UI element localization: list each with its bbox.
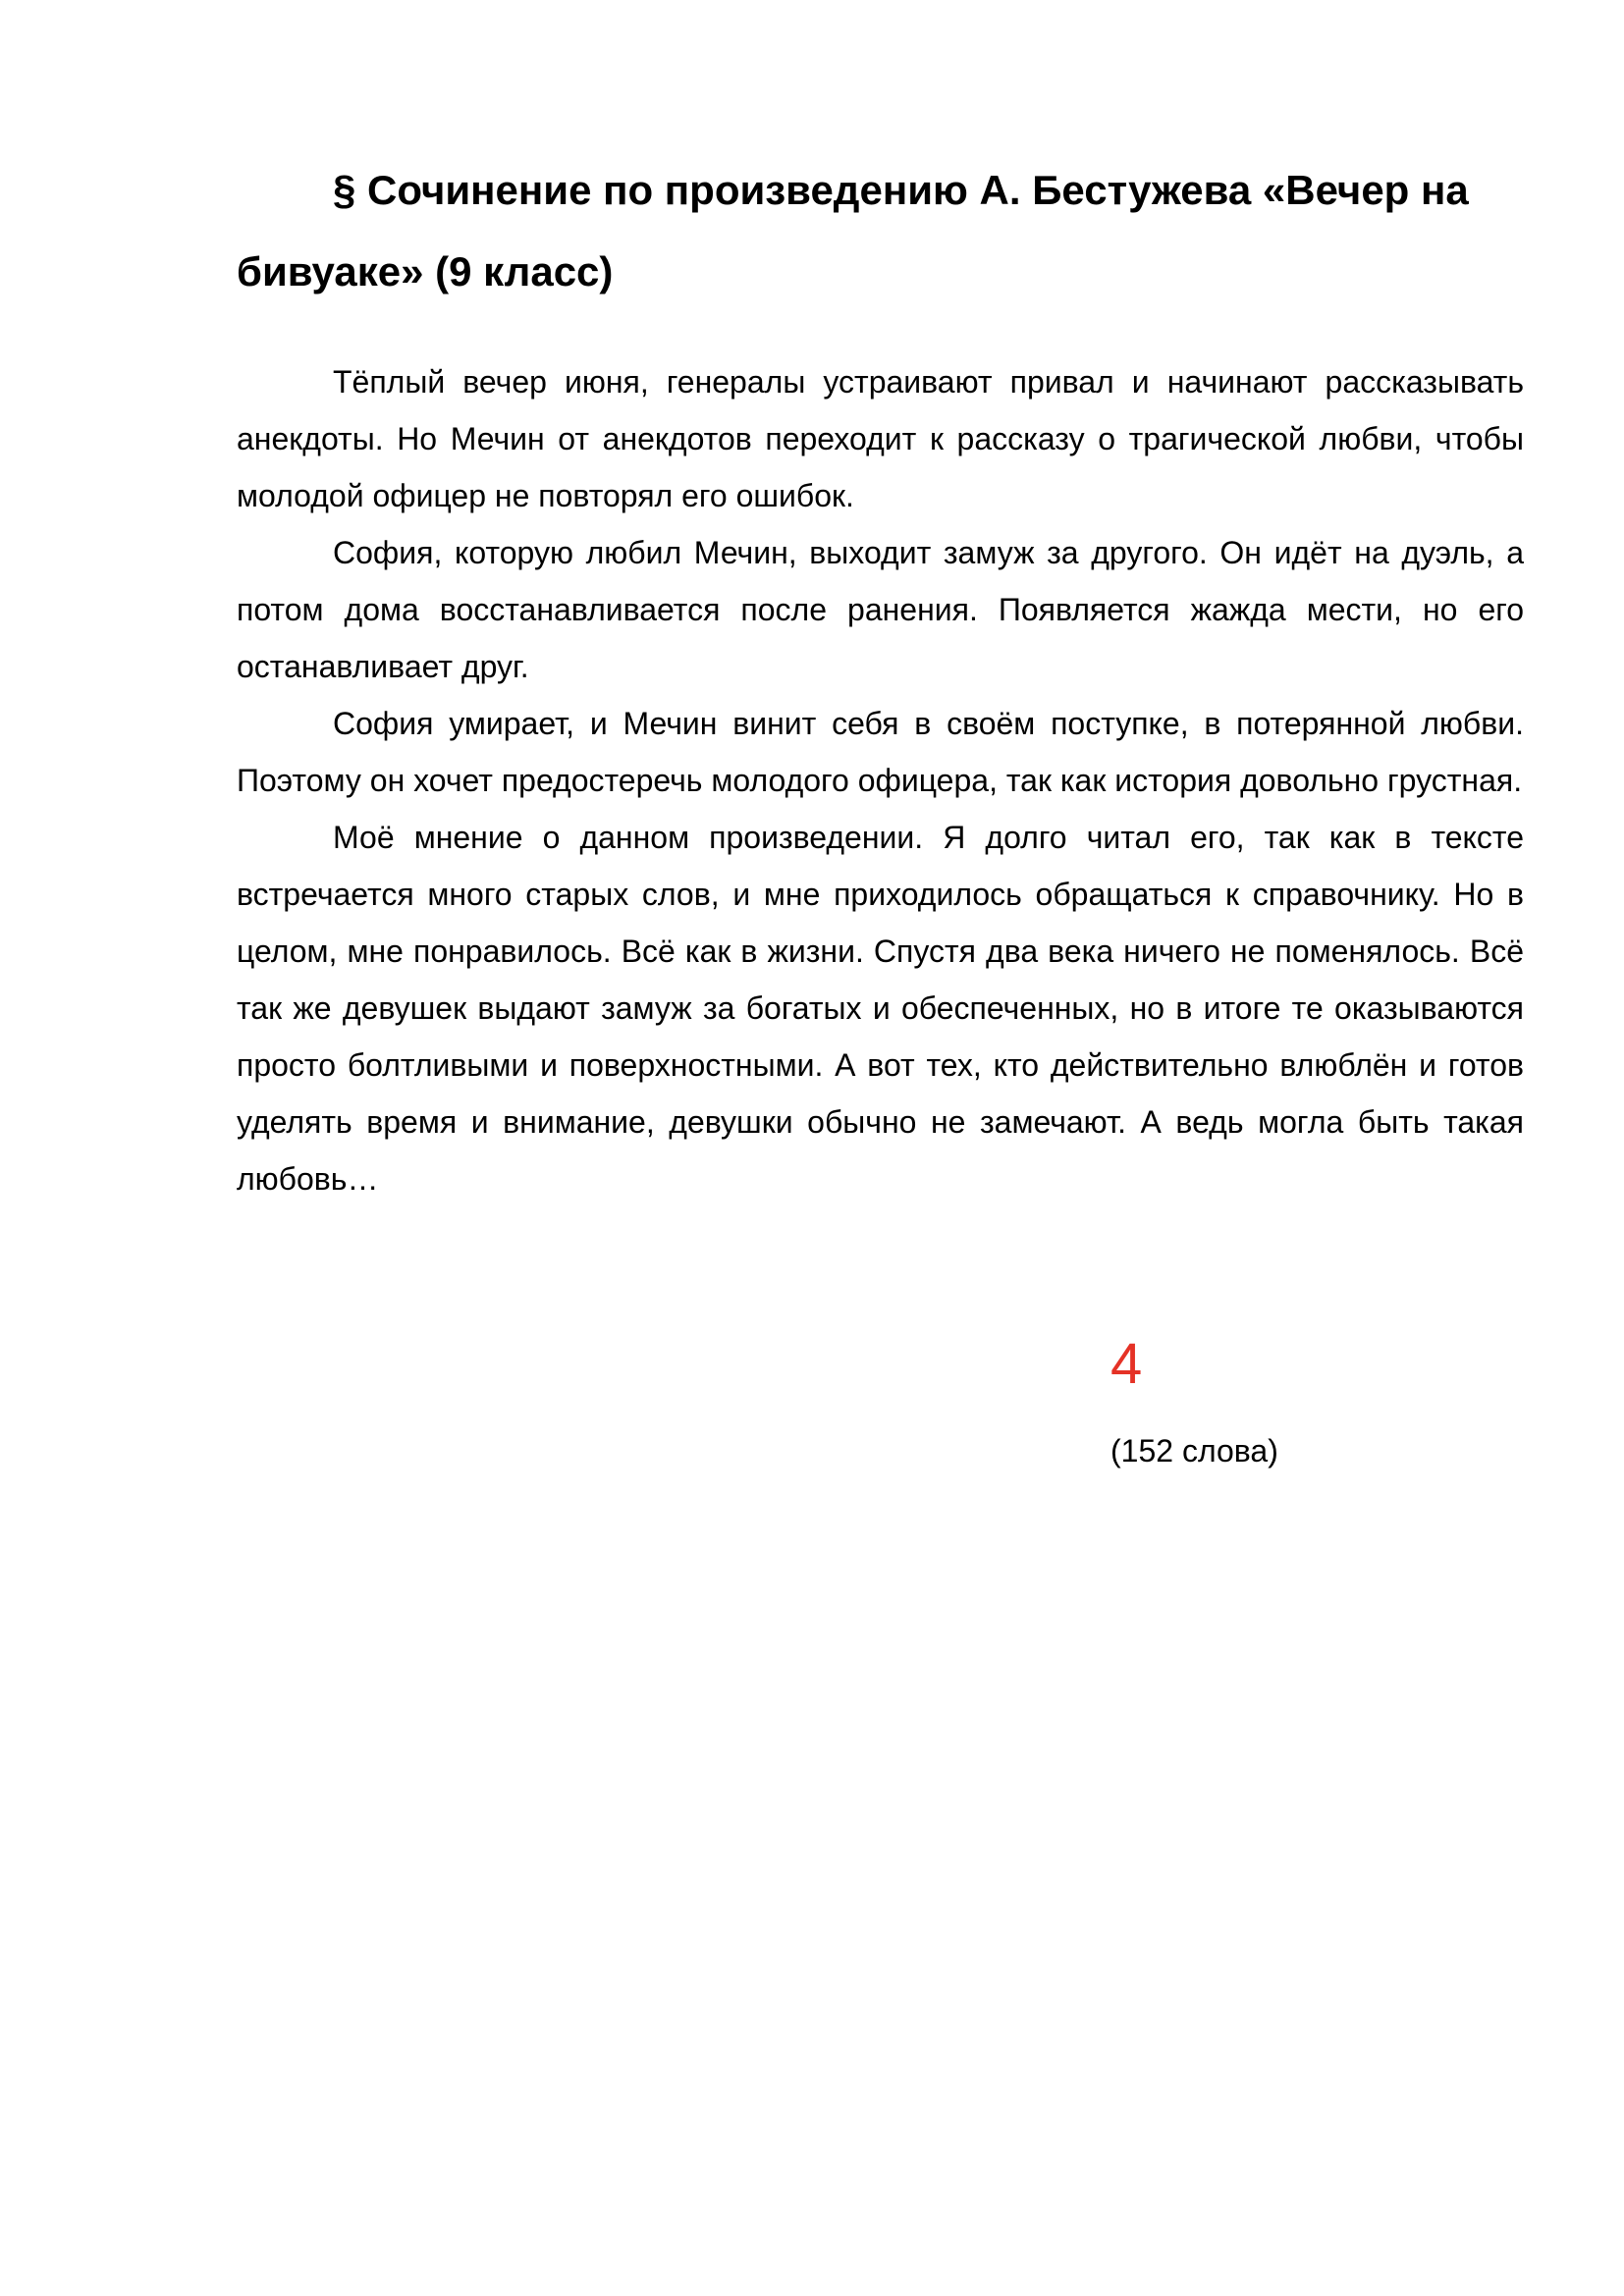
- essay-paragraph: София, которую любил Мечин, выходит замуж за другого. Он идёт на дуэль, а потом дома восстанавливается после ранения. Появляется жажда мести, но его останавливает друг.: [237, 535, 1524, 684]
- word-count: (152 слова): [1110, 1433, 1278, 1468]
- grade-mark: 4: [1110, 1332, 1143, 1396]
- essay-paragraph: Тёплый вечер июня, генералы устраивают привал и начинают рассказывать анекдоты. Но Мечин от анекдотов переходит к рассказу о трагической любви, чтобы молодой офицер не повторял его ошибок.: [237, 364, 1524, 513]
- essay-body: [237, 353, 1524, 1207]
- essay-paragraph: София умирает, и Мечин винит себя в своём поступке, в потерянной любви. Поэтому он хочет предостеречь молодого офицера, так как история довольно грустная.: [237, 706, 1524, 798]
- essay-title: § Сочинение по произведению А. Бестужева «Вечер на бивуаке» (9 класс): [237, 167, 1469, 294]
- essay-paragraph: Моё мнение о данном произведении. Я долго читал его, так как в тексте встречается много старых слов, и мне приходилось обращаться к справочнику. Но в целом, мне понравилось. Всё как в жизни. Спустя два века ничего не поменялось. Всё так же девушек выдают замуж за богатых и обеспеченных, но в итоге те оказываются просто болтливыми и поверхностными. А вот тех, кто действительно влюблён и готов уделять время и внимание, девушки обычно не замечают. А ведь могла быть такая любовь…: [237, 820, 1524, 1197]
